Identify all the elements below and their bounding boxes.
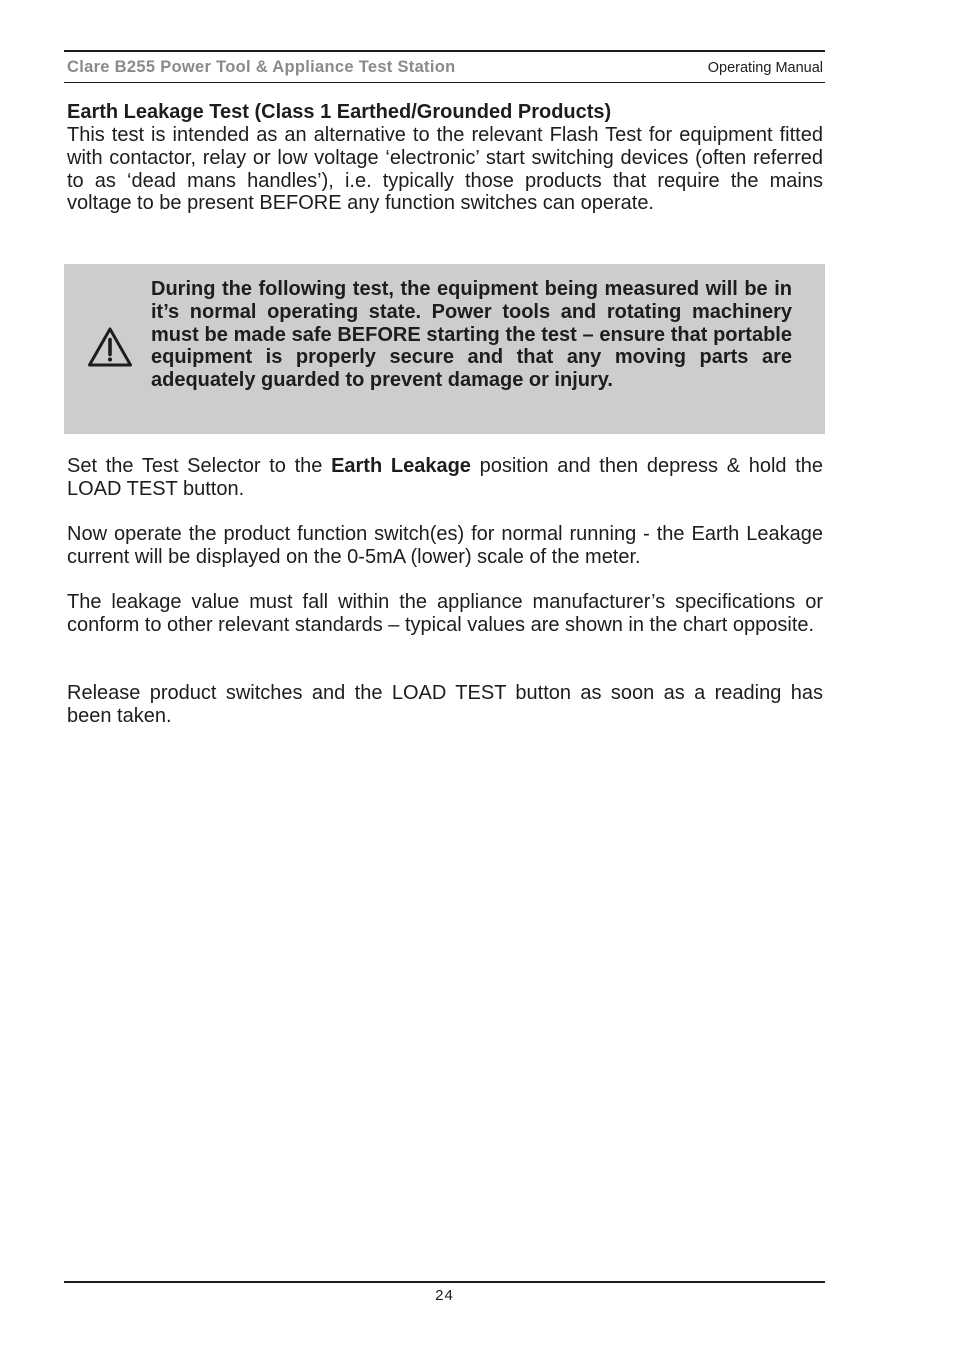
section-heading: Earth Leakage Test (Class 1 Earthed/Grounded Products)	[67, 101, 612, 123]
document-title: Clare B255 Power Tool & Appliance Test Station	[67, 58, 456, 76]
page-number: 24	[435, 1287, 454, 1304]
warning-triangle-icon	[87, 326, 133, 368]
instruction-paragraph: The leakage value must fall within the appliance manufacturer’s specifications or conform to other relevant standards – typical values are shown in the chart opposite.	[67, 591, 823, 636]
instruction-text: Set the Test Selector to the	[67, 455, 332, 477]
manual-label: Operating Manual	[707, 60, 823, 76]
footer-divider	[64, 1281, 825, 1283]
section-intro	[67, 101, 823, 215]
earth-leakage-position: Earth Leakage	[331, 455, 471, 477]
warning-text: During the following test, the equipment being measured will be in it’s normal operating state. Power tools and rotating machinery must be made safe BEFORE starting the test – ensure that portable equipment is properly secure and that any moving parts are adequately guarded to prevent damage or injury.	[151, 278, 792, 392]
instruction-step-3	[67, 591, 823, 637]
instruction-text: position and then depress & hold the LOAD TEST button.	[67, 455, 824, 500]
instruction-step-2	[67, 523, 823, 569]
instruction-step-1	[67, 455, 823, 501]
instruction-paragraph: Now operate the product function switch(es) for normal running - the Earth Leakage current will be displayed on the 0-5mA (lower) scale of the meter.	[67, 523, 823, 568]
instruction-paragraph	[67, 455, 823, 501]
instruction-step-4	[67, 682, 823, 728]
page-header	[64, 50, 825, 83]
instruction-paragraph: Release product switches and the LOAD TEST button as soon as a reading has been taken.	[67, 682, 823, 727]
intro-paragraph: This test is intended as an alternative to the relevant Flash Test for equipment fitted with contactor, relay or low voltage ‘electronic’ start switching devices (often referred to as ‘dead mans handles’), i.e. typically those products that require the mains voltage to be present BEFORE any function switches can operate.	[67, 124, 823, 215]
